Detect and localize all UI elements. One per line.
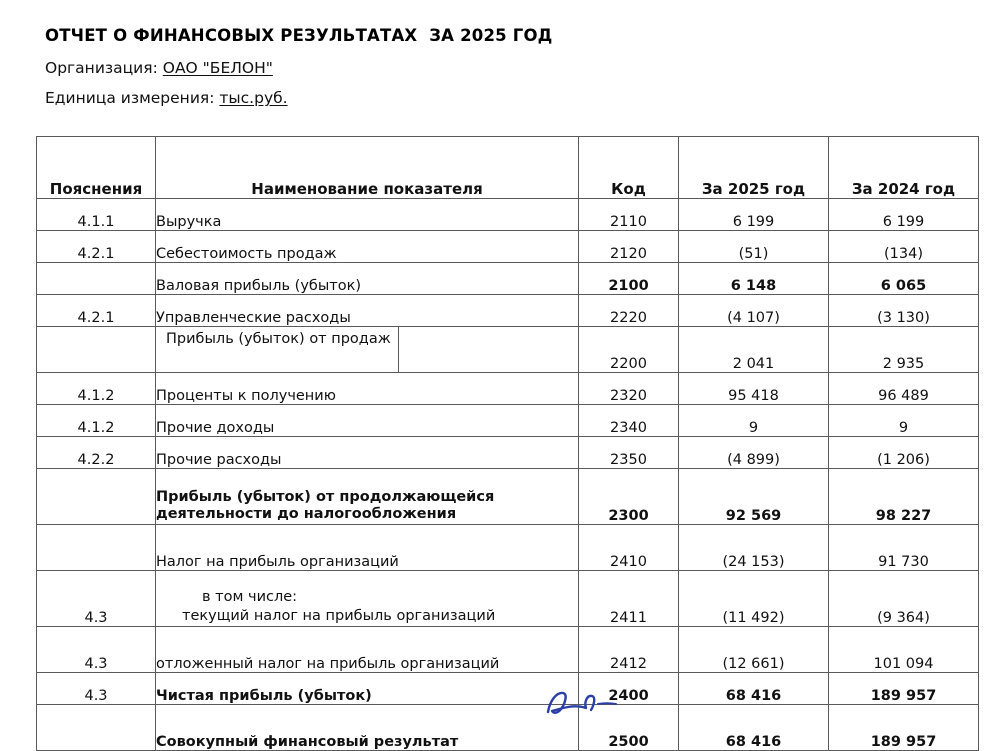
row-explanations: 4.1.1 — [37, 199, 156, 231]
row-name-group — [156, 571, 579, 627]
row-explanations: 4.3 — [37, 673, 156, 705]
row-value-previous: 189 957 — [829, 673, 979, 705]
row-name: Прочие расходы — [156, 437, 579, 469]
row-explanations: 4.2.1 — [37, 295, 156, 327]
row-name: Выручка — [156, 199, 579, 231]
column-header-explanations: Пояснения — [37, 137, 156, 199]
row-value-previous: 2 935 — [829, 327, 979, 373]
row-code: 2100 — [579, 263, 679, 295]
row-name: Валовая прибыль (убыток) — [156, 263, 579, 295]
row-explanations: 4.3 — [37, 627, 156, 673]
row-explanations — [37, 327, 156, 373]
financial-results-table — [36, 136, 979, 751]
row-value-current: (24 153) — [679, 525, 829, 571]
row-explanations — [37, 525, 156, 571]
organization-line — [45, 59, 745, 77]
row-value-current: (11 492) — [679, 571, 829, 627]
row-code: 2120 — [579, 231, 679, 263]
row-code: 2340 — [579, 405, 679, 437]
row-value-previous: 91 730 — [829, 525, 979, 571]
row-value-previous: 6 199 — [829, 199, 979, 231]
row-value-current: 6 199 — [679, 199, 829, 231]
row-value-current: 92 569 — [679, 469, 829, 525]
row-value-previous: 96 489 — [829, 373, 979, 405]
row-value-previous: 101 094 — [829, 627, 979, 673]
table-row — [37, 437, 979, 469]
row-code: 2220 — [579, 295, 679, 327]
column-header-indicator: Наименование показателя — [156, 137, 579, 199]
row-explanations — [37, 469, 156, 525]
table-row — [37, 263, 979, 295]
row-value-previous: (9 364) — [829, 571, 979, 627]
column-header-year-current: За 2025 год — [679, 137, 829, 199]
page-title: ОТЧЕТ О ФИНАНСОВЫХ РЕЗУЛЬТАТАХ ЗА 2025 ГОД — [45, 26, 553, 45]
row-value-current: 6 148 — [679, 263, 829, 295]
row-explanations: 4.1.2 — [37, 405, 156, 437]
row-name-prefix: в том числе: — [202, 589, 298, 606]
row-name: Проценты к получению — [156, 373, 579, 405]
unit-label: Единица измерения: — [45, 89, 215, 107]
row-value-current: 68 416 — [679, 705, 829, 751]
table-row — [37, 525, 979, 571]
column-header-code: Код — [579, 137, 679, 199]
row-explanations: 4.2.2 — [37, 437, 156, 469]
table-row — [37, 199, 979, 231]
row-name: текущий налог на прибыль организаций — [182, 608, 496, 625]
table-row — [37, 469, 979, 525]
row-explanations — [37, 263, 156, 295]
row-name: Себестоимость продаж — [156, 231, 579, 263]
row-code: 2410 — [579, 525, 679, 571]
row-value-previous: 9 — [829, 405, 979, 437]
row-explanations: 4.2.1 — [37, 231, 156, 263]
row-value-current: 95 418 — [679, 373, 829, 405]
row-name: Прибыль (убыток) от продаж — [156, 327, 399, 372]
table-header-row — [37, 137, 979, 199]
row-code: 2200 — [579, 327, 679, 373]
row-explanations: 4.3 — [37, 571, 156, 627]
row-code: 2300 — [579, 469, 679, 525]
row-code: 2500 — [579, 705, 679, 751]
table-row — [37, 705, 979, 751]
row-value-previous: (3 130) — [829, 295, 979, 327]
table-row — [37, 373, 979, 405]
organization-value: ОАО "БЕЛОН" — [162, 59, 273, 77]
row-value-previous: (1 206) — [829, 437, 979, 469]
row-value-current: (12 661) — [679, 627, 829, 673]
row-code: 2110 — [579, 199, 679, 231]
table-row — [37, 327, 979, 373]
row-value-previous: 98 227 — [829, 469, 979, 525]
table-row — [37, 405, 979, 437]
row-name: Совокупный финансовый результат — [156, 705, 579, 751]
row-code: 2400 — [579, 673, 679, 705]
row-value-current: (4 107) — [679, 295, 829, 327]
row-value-previous: 6 065 — [829, 263, 979, 295]
table-row — [37, 673, 979, 705]
table-row — [37, 231, 979, 263]
row-value-current: (51) — [679, 231, 829, 263]
row-value-previous: (134) — [829, 231, 979, 263]
row-name: Прочие доходы — [156, 405, 579, 437]
row-code: 2320 — [579, 373, 679, 405]
organization-label: Организация: — [45, 59, 158, 77]
row-name: Налог на прибыль организаций — [156, 525, 579, 571]
table-row — [37, 295, 979, 327]
row-name: отложенный налог на прибыль организаций — [156, 627, 579, 673]
document-header — [45, 26, 745, 119]
row-name: Управленческие расходы — [156, 295, 579, 327]
table-row — [37, 627, 979, 673]
row-name-split-cell — [156, 327, 579, 373]
row-value-current: (4 899) — [679, 437, 829, 469]
table-row — [37, 571, 979, 627]
row-code: 2412 — [579, 627, 679, 673]
row-name: Чистая прибыль (убыток) — [156, 673, 579, 705]
row-value-current: 68 416 — [679, 673, 829, 705]
unit-line — [45, 89, 745, 107]
row-value-previous: 189 957 — [829, 705, 979, 751]
row-explanations — [37, 705, 156, 751]
unit-value: тыс.руб. — [219, 89, 288, 107]
row-code: 2350 — [579, 437, 679, 469]
row-code: 2411 — [579, 571, 679, 627]
row-value-current: 2 041 — [679, 327, 829, 373]
row-name-empty-subcell — [399, 327, 578, 372]
column-header-year-previous: За 2024 год — [829, 137, 979, 199]
row-explanations: 4.1.2 — [37, 373, 156, 405]
row-name: Прибыль (убыток) от продолжающейся деятельности до налогообложения — [156, 469, 579, 525]
row-value-current: 9 — [679, 405, 829, 437]
